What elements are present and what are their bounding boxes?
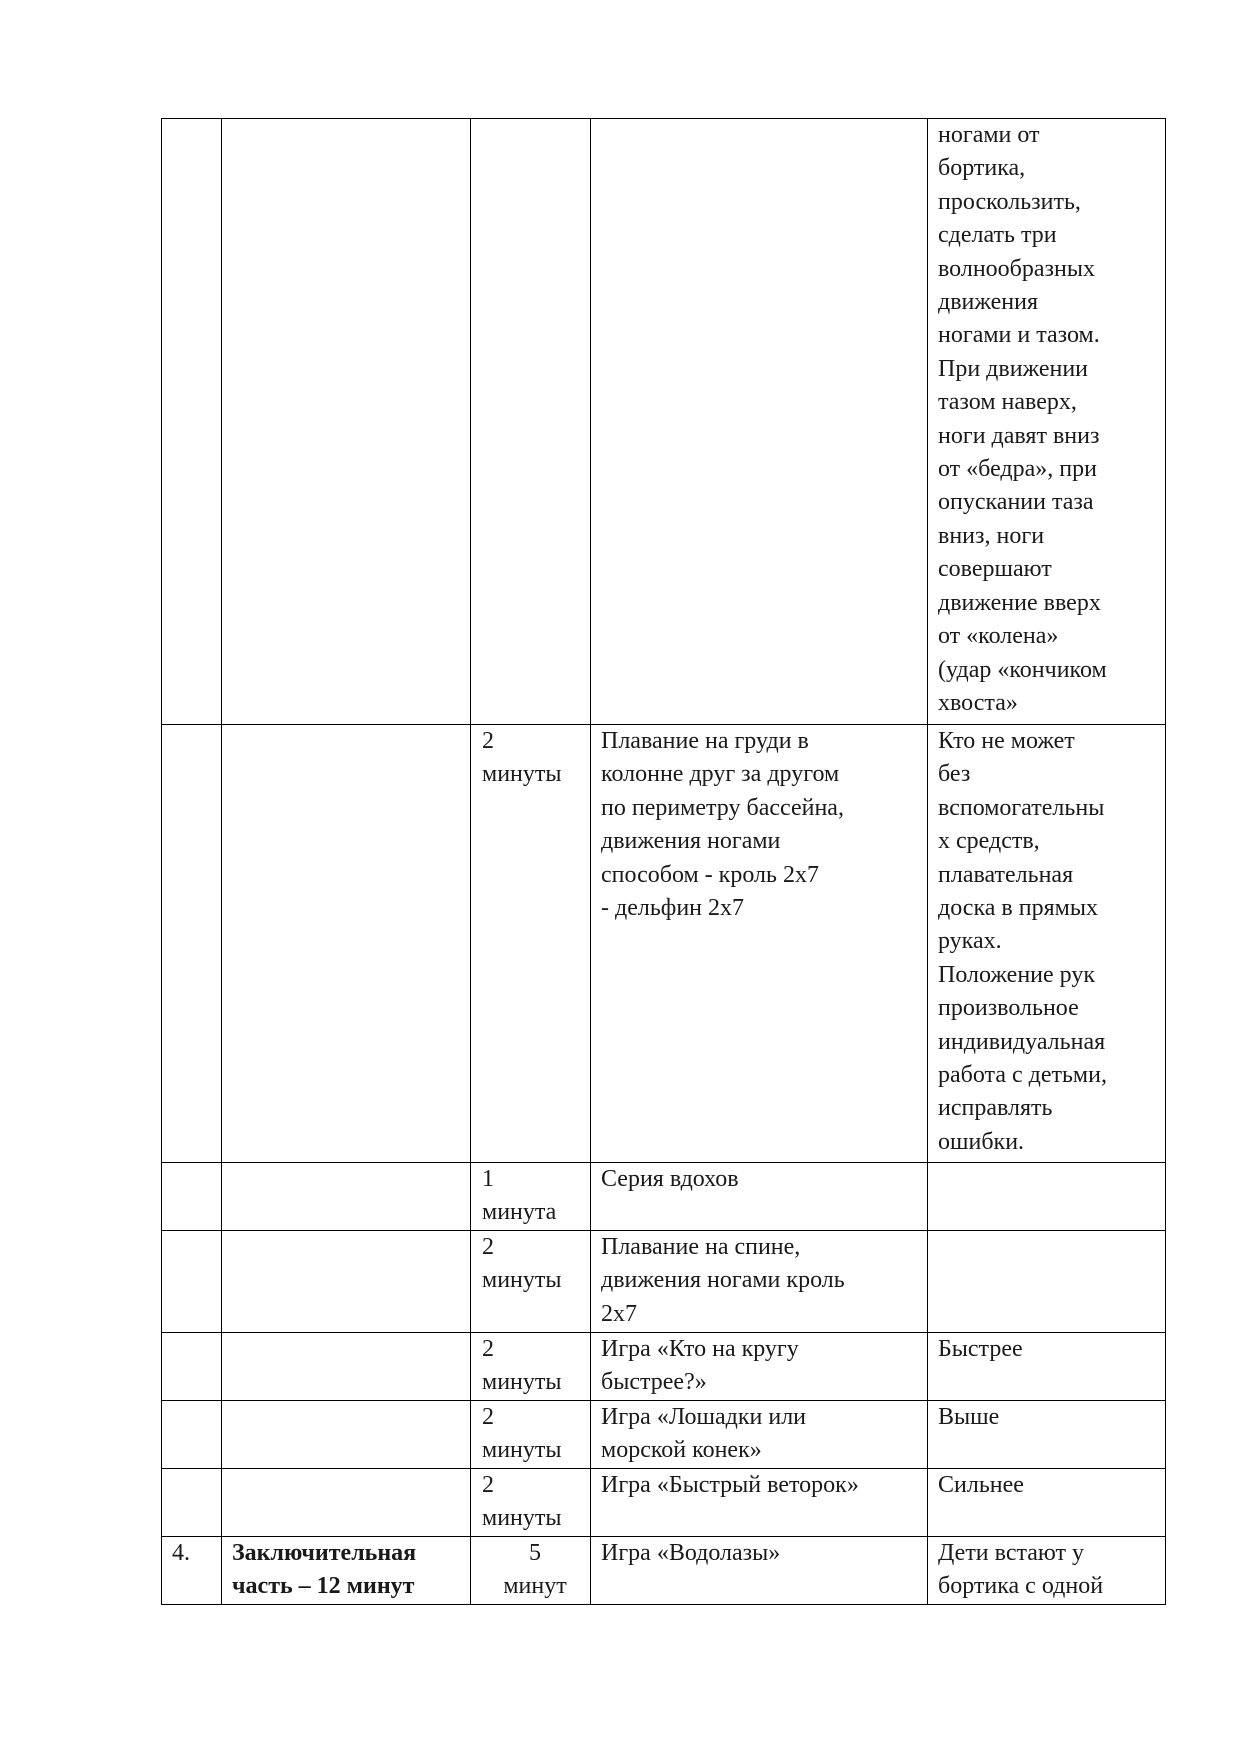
lesson-part-cell xyxy=(222,1333,471,1401)
duration-cell: 1 минута xyxy=(471,1163,591,1231)
row-number-cell xyxy=(162,1401,222,1469)
duration-cell: 2 минуты xyxy=(471,725,591,1163)
activity-cell: Серия вдохов xyxy=(591,1163,928,1231)
lesson-part-cell: Заключительная часть – 12 минут xyxy=(222,1537,471,1605)
table-row xyxy=(162,1333,1166,1401)
lesson-part-cell xyxy=(222,1231,471,1333)
notes-cell: Сильнее xyxy=(928,1469,1166,1537)
table-row xyxy=(162,1231,1166,1333)
notes-cell xyxy=(928,1163,1166,1231)
duration-cell: 5 минут xyxy=(471,1537,591,1605)
row-number-cell xyxy=(162,725,222,1163)
row-number-cell xyxy=(162,1231,222,1333)
activity-cell: Игра «Кто на кругу быстрее?» xyxy=(591,1333,928,1401)
table-row xyxy=(162,725,1166,1163)
activity-cell: Игра «Лошадки или морской конек» xyxy=(591,1401,928,1469)
duration-cell: 2 минуты xyxy=(471,1469,591,1537)
lesson-part-cell xyxy=(222,1401,471,1469)
lesson-part-cell xyxy=(222,119,471,725)
notes-cell: ногами от бортика, проскользить, сделать три волнообразных движения ногами и тазом. При движении тазом наверх, ноги давят вниз от «бедра», при опускании таза вниз, ноги совершают движение вверх от «колена» (удар «кончиком хвоста» xyxy=(928,119,1166,725)
row-number-cell xyxy=(162,1469,222,1537)
row-number-cell xyxy=(162,1333,222,1401)
table-row xyxy=(162,1537,1166,1605)
duration-cell: 2 минуты xyxy=(471,1231,591,1333)
table-row xyxy=(162,1163,1166,1231)
table-row xyxy=(162,119,1166,725)
table-row xyxy=(162,1469,1166,1537)
notes-cell xyxy=(928,1231,1166,1333)
lesson-part-cell xyxy=(222,725,471,1163)
activity-cell xyxy=(591,119,928,725)
notes-cell: Кто не может без вспомогательны х средств, плавательная доска в прямых руках. Положение рук произвольное индивидуальная работа с детьми, исправлять ошибки. xyxy=(928,725,1166,1163)
activity-cell: Плавание на груди в колонне друг за другом по периметру бассейна, движения ногами способом - кроль 2х7 - дельфин 2х7 xyxy=(591,725,928,1163)
activity-cell: Игра «Водолазы» xyxy=(591,1537,928,1605)
row-number-cell xyxy=(162,1163,222,1231)
row-number-cell xyxy=(162,119,222,725)
activity-cell: Игра «Быстрый веторок» xyxy=(591,1469,928,1537)
duration-cell xyxy=(471,119,591,725)
duration-cell: 2 минуты xyxy=(471,1333,591,1401)
notes-cell: Дети встают у бортика с одной xyxy=(928,1537,1166,1605)
lesson-plan-table xyxy=(161,118,1166,1605)
notes-cell: Быстрее xyxy=(928,1333,1166,1401)
lesson-part-cell xyxy=(222,1469,471,1537)
table-row xyxy=(162,1401,1166,1469)
notes-cell: Выше xyxy=(928,1401,1166,1469)
lesson-part-cell xyxy=(222,1163,471,1231)
activity-cell: Плавание на спине, движения ногами кроль 2х7 xyxy=(591,1231,928,1333)
row-number-cell: 4. xyxy=(162,1537,222,1605)
duration-cell: 2 минуты xyxy=(471,1401,591,1469)
